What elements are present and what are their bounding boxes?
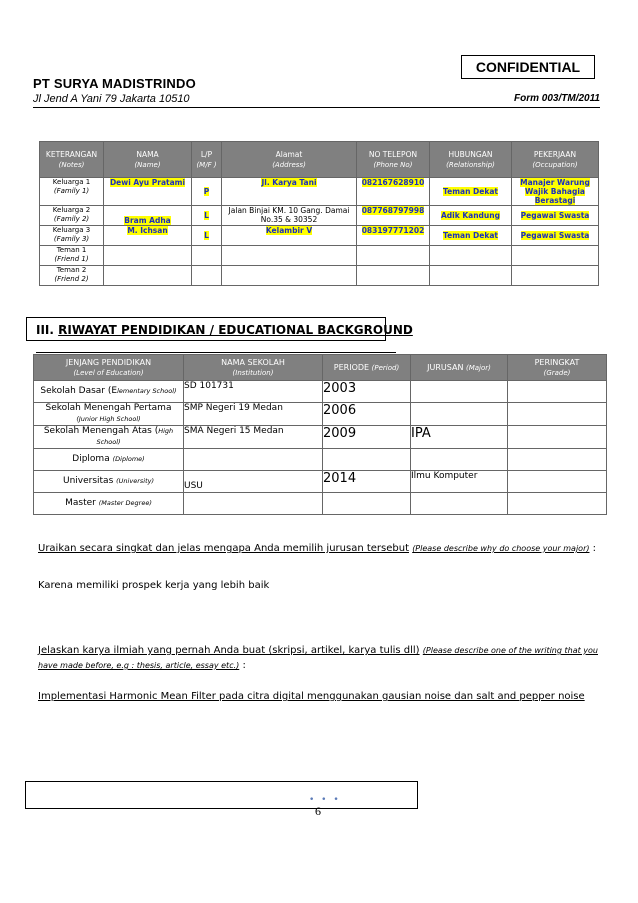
row-label: Teman 1 (Friend 1): [40, 246, 104, 266]
period-cell[interactable]: 2006: [323, 403, 411, 426]
header-divider: [33, 107, 600, 108]
address-cell[interactable]: [222, 266, 357, 286]
grade-cell[interactable]: [508, 471, 607, 493]
gender-cell[interactable]: L: [192, 206, 222, 226]
header-gender: L/P (M/F ): [192, 142, 222, 178]
level-cell: Universitas (University): [34, 471, 184, 493]
family-table-header: [40, 142, 599, 178]
header-institution: NAMA SEKOLAH (Institution): [184, 355, 323, 381]
header-address: Alamat (Address): [222, 142, 357, 178]
school-cell[interactable]: SD 101731: [184, 381, 323, 403]
gender-cell[interactable]: [192, 266, 222, 286]
period-cell[interactable]: 2003: [323, 381, 411, 403]
relationship-cell[interactable]: Teman Dekat: [430, 226, 512, 246]
education-table: [33, 354, 607, 515]
address-cell[interactable]: Jl. Karya Tani: [222, 178, 357, 206]
major-cell[interactable]: [411, 493, 508, 515]
school-cell[interactable]: SMP Negeri 19 Medan: [184, 403, 323, 426]
address-cell[interactable]: [222, 246, 357, 266]
table-row: [40, 178, 599, 206]
page-number: 6: [315, 804, 321, 818]
header-level: JENJANG PENDIDIKAN (Level of Education): [34, 355, 184, 381]
grade-cell[interactable]: [508, 449, 607, 471]
row-label: Keluarga 2 (Family 2): [40, 206, 104, 226]
footer-box: [25, 781, 418, 809]
school-cell[interactable]: [184, 449, 323, 471]
row-label: Teman 2 (Friend 2): [40, 266, 104, 286]
phone-cell[interactable]: 082167628910: [357, 178, 430, 206]
period-cell[interactable]: [323, 449, 411, 471]
header-phone: NO TELEPON (Phone No): [357, 142, 430, 178]
header-relationship: HUBUNGAN (Relationship): [430, 142, 512, 178]
occupation-cell[interactable]: Pegawai Swasta: [512, 226, 599, 246]
phone-cell[interactable]: 083197771202: [357, 226, 430, 246]
level-cell: Sekolah Menengah Atas (High School): [34, 426, 184, 449]
name-cell[interactable]: Bram Adha: [104, 206, 192, 226]
question-writing: Jelaskan karya ilmiah yang pernah Anda buat (skripsi, artikel, karya tulis dll) (Please describe one of the writing that you have made before, e.g : thesis, article, essay etc.) :: [38, 645, 598, 671]
gender-cell[interactable]: L: [192, 226, 222, 246]
table-row: [40, 266, 599, 286]
occupation-cell[interactable]: [512, 266, 599, 286]
relationship-cell[interactable]: Teman Dekat: [430, 178, 512, 206]
table-row: [34, 471, 607, 493]
phone-cell[interactable]: [357, 266, 430, 286]
major-cell[interactable]: [411, 381, 508, 403]
occupation-cell[interactable]: Manajer Warung Wajik Bahagia Berastagi: [512, 178, 599, 206]
grade-cell[interactable]: [508, 381, 607, 403]
major-cell[interactable]: IPA: [411, 426, 508, 449]
table-row: [40, 226, 599, 246]
table-row: [34, 449, 607, 471]
name-cell[interactable]: Dewi Ayu Pratami: [104, 178, 192, 206]
gender-cell[interactable]: P: [192, 178, 222, 206]
company-name: PT SURYA MADISTRINDO: [33, 76, 196, 91]
occupation-cell[interactable]: Pegawai Swasta: [512, 206, 599, 226]
table-row: [34, 381, 607, 403]
major-cell[interactable]: Ilmu Komputer: [411, 471, 508, 493]
row-label: Keluarga 3 (Family 3): [40, 226, 104, 246]
level-cell: Master (Master Degree): [34, 493, 184, 515]
major-cell[interactable]: [411, 449, 508, 471]
name-cell[interactable]: [104, 266, 192, 286]
phone-cell[interactable]: 087768797998: [357, 206, 430, 226]
address-cell[interactable]: Jalan Binjai KM. 10 Gang. Damai No.35 & 30352: [222, 206, 357, 226]
grade-cell[interactable]: [508, 403, 607, 426]
table-row: [34, 493, 607, 515]
major-cell[interactable]: [411, 403, 508, 426]
header-notes: KETERANGAN (Notes): [40, 142, 104, 178]
school-cell[interactable]: USU: [184, 471, 323, 493]
period-cell[interactable]: 2009: [323, 426, 411, 449]
table-row: [34, 426, 607, 449]
occupation-cell[interactable]: [512, 246, 599, 266]
question-major: Uraikan secara singkat dan jelas mengapa Anda memilih jurusan tersebut (Please describe why do choose your major) :: [38, 543, 597, 554]
school-cell[interactable]: SMA Negeri 15 Medan: [184, 426, 323, 449]
grade-cell[interactable]: [508, 493, 607, 515]
relationship-cell[interactable]: [430, 266, 512, 286]
relationship-cell[interactable]: Adik Kandung: [430, 206, 512, 226]
period-cell[interactable]: 2014: [323, 471, 411, 493]
header-period: PERIODE (Period): [323, 355, 411, 381]
form-number: Form 003/TM/2011: [514, 93, 600, 104]
name-cell[interactable]: [104, 246, 192, 266]
period-cell[interactable]: [323, 493, 411, 515]
name-cell[interactable]: M. Ichsan: [104, 226, 192, 246]
education-table-header: [34, 355, 607, 381]
header-name: NAMA (Name): [104, 142, 192, 178]
grade-cell[interactable]: [508, 426, 607, 449]
header-major: JURUSAN (Major): [411, 355, 508, 381]
answer-writing[interactable]: Implementasi Harmonic Mean Filter pada citra digital menggunakan gausian noise dan salt and pepper noise: [38, 691, 585, 702]
gender-cell[interactable]: [192, 246, 222, 266]
table-row: [34, 403, 607, 426]
level-cell: Sekolah Dasar (Elementary School): [34, 381, 184, 403]
header-grade: PERINGKAT (Grade): [508, 355, 607, 381]
address-cell[interactable]: Kelambir V: [222, 226, 357, 246]
level-cell: Diploma (Diplome): [34, 449, 184, 471]
relationship-cell[interactable]: [430, 246, 512, 266]
family-table: [39, 141, 599, 286]
table-row: [40, 246, 599, 266]
header-occupation: PEKERJAAN (Occupation): [512, 142, 599, 178]
section-title: III. RIWAYAT PENDIDIKAN / EDUCATIONAL BACKGROUND: [36, 323, 413, 337]
footer-dots: • • •: [309, 795, 341, 805]
confidential-label: CONFIDENTIAL: [461, 55, 595, 79]
company-address: Jl Jend A Yani 79 Jakarta 10510: [33, 93, 190, 105]
phone-cell[interactable]: [357, 246, 430, 266]
row-label: Keluarga 1 (Family 1): [40, 178, 104, 206]
level-cell: Sekolah Menengah Pertama (Junior High School): [34, 403, 184, 426]
section-divider: [36, 352, 396, 353]
school-cell[interactable]: [184, 493, 323, 515]
table-row: [40, 206, 599, 226]
answer-major[interactable]: Karena memiliki prospek kerja yang lebih baik: [38, 580, 270, 591]
